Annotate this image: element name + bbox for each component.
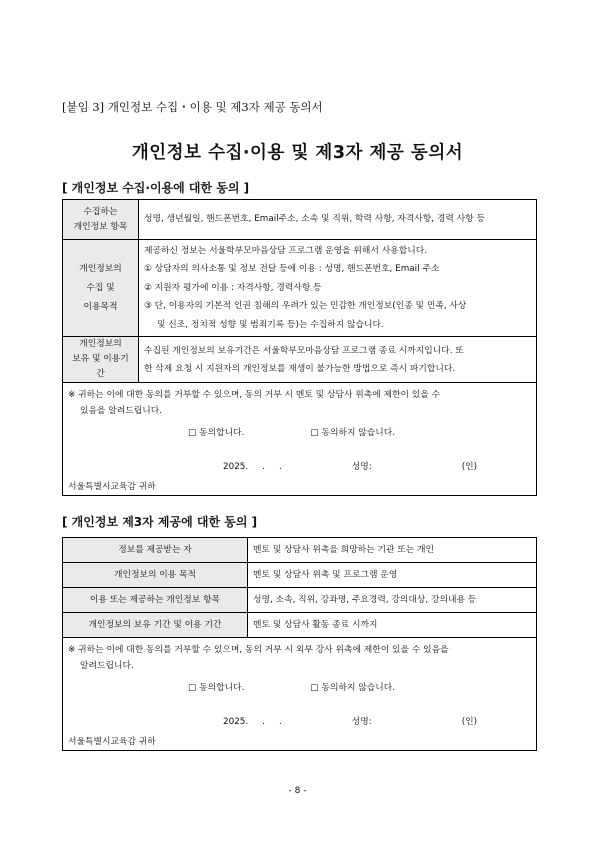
disagree-checkbox[interactable]: □ 동의하지 않습니다.: [310, 428, 396, 438]
table-row: [63, 613, 537, 638]
disagree-checkbox[interactable]: □ 동의하지 않습니다.: [310, 683, 396, 693]
row-label: 이용 또는 제공하는 개인정보 항목: [63, 588, 248, 613]
table-row: [63, 383, 537, 496]
collection-consent-table: [62, 199, 537, 496]
row-label: [63, 337, 139, 383]
date-field[interactable]: 2025. . .: [223, 462, 282, 472]
recipient-text: 서울특별시교육감 귀하: [68, 482, 156, 492]
table-row: [63, 240, 537, 337]
document-title: 개인정보 수집·이용 및 제3자 제공 동의서: [131, 143, 464, 163]
retention-line: 한 삭제 요청 시 지원자의 개인정보를 재생이 불가능한 방법으로 즉시 파기합니다.: [144, 363, 456, 374]
row-content: 멘토 및 상담사 활동 종료 시까지: [248, 613, 537, 638]
row-content: 성명, 생년월일, 핸드폰번호, Email주소, 소속 및 직위, 학력 사항, 자격사항, 경력 사항 등: [139, 200, 537, 240]
row-content: [139, 240, 537, 337]
purpose-item: ② 지원자 평가에 이용 : 자격사항, 경력사항 등: [144, 282, 322, 293]
recipient-text: 서울특별시교육감 귀하: [68, 737, 156, 747]
consent-box: [63, 638, 537, 751]
row-label: 정보를 제공받는 자: [63, 538, 248, 563]
consent-options: [68, 680, 531, 696]
row-label-line: 수집하는: [83, 206, 118, 217]
seal-mark: (인): [461, 717, 478, 727]
table-row: [63, 588, 537, 613]
third-party-consent-table: [62, 537, 537, 751]
seal-mark: (인): [461, 462, 478, 472]
row-label: 개인정보의 보유 기간 및 이용 기간: [63, 613, 248, 638]
row-label-line: 보유 및 이용기간: [72, 354, 129, 379]
notice-text: ※ 귀하는 이에 대한 동의를 거부할 수 있으며, 동의 거부 시 외부 강사 위촉에 제한이 있을 수 있음을: [68, 645, 449, 655]
retention-line: 수집된 개인정보의 보유기간은 서울학부모마음상담 프로그램 종료 시까지입니다. 또: [144, 345, 464, 356]
row-label-line: 수집 및: [86, 282, 115, 293]
notice-text-continued: 알려드립니다.: [80, 661, 134, 671]
section1-heading: [ 개인정보 수집·이용에 대한 동의 ]: [62, 181, 250, 195]
row-label: 개인정보의 이용 목적: [63, 563, 248, 588]
row-label: [63, 240, 139, 337]
page-number: - 8 -: [288, 786, 307, 796]
purpose-item: ③ 단, 이용자의 기본적 인권 침해의 우려가 있는 민감한 개인정보(인종 및 민족, 사상: [144, 301, 467, 312]
consent-box: [63, 383, 537, 496]
row-content: 멘토 및 상담사 위촉을 희망하는 기관 또는 개인: [248, 538, 537, 563]
table-row: [63, 200, 537, 240]
signature-line: [68, 459, 531, 475]
row-label-line: 개인정보의: [79, 263, 122, 274]
agree-checkbox[interactable]: □ 동의합니다.: [188, 428, 245, 438]
signature-label: 성명:: [351, 462, 372, 472]
attachment-label: [붙임 3] 개인정보 수집・이용 및 제3자 제공 동의서: [62, 100, 323, 114]
row-content: 멘토 및 상담사 위촉 및 프로그램 운영: [248, 563, 537, 588]
purpose-item: ① 상담자의 의사소통 및 정보 전달 등에 이용 : 성명, 핸드폰번호, Email 주소: [144, 264, 440, 275]
signature-label: 성명:: [351, 717, 372, 727]
table-row: [63, 538, 537, 563]
notice-text: ※ 귀하는 이에 대한 동의를 거부할 수 있으며, 동의 거부 시 멘토 및 상담사 위촉에 제한이 있을 수: [68, 390, 441, 400]
purpose-intro: 제공하신 정보는 서울학부모마음상담 프로그램 운영을 위해서 사용합니다.: [144, 245, 428, 256]
row-label-line: 개인정보 항목: [73, 221, 128, 232]
row-label: [63, 200, 139, 240]
notice-text-continued: 있음을 알려드립니다.: [80, 406, 163, 416]
section2-heading: [ 개인정보 제3자 제공에 대한 동의 ]: [62, 515, 258, 529]
purpose-item-continued: 및 신조, 정치적 성향 및 범죄기록 등)는 수집하지 않습니다.: [157, 319, 384, 330]
table-row: [63, 638, 537, 751]
row-content: 성명, 소속, 직위, 강좌명, 주요경력, 강의대상, 강의내용 등: [248, 588, 537, 613]
signature-line: [68, 714, 531, 730]
table-row: [63, 337, 537, 383]
row-label-line: 개인정보의: [79, 339, 122, 349]
consent-options: [68, 425, 531, 441]
agree-checkbox[interactable]: □ 동의합니다.: [188, 683, 245, 693]
row-label-line: 이용목적: [83, 301, 118, 312]
row-content: [139, 337, 537, 383]
table-row: [63, 563, 537, 588]
date-field[interactable]: 2025. . .: [223, 717, 282, 727]
